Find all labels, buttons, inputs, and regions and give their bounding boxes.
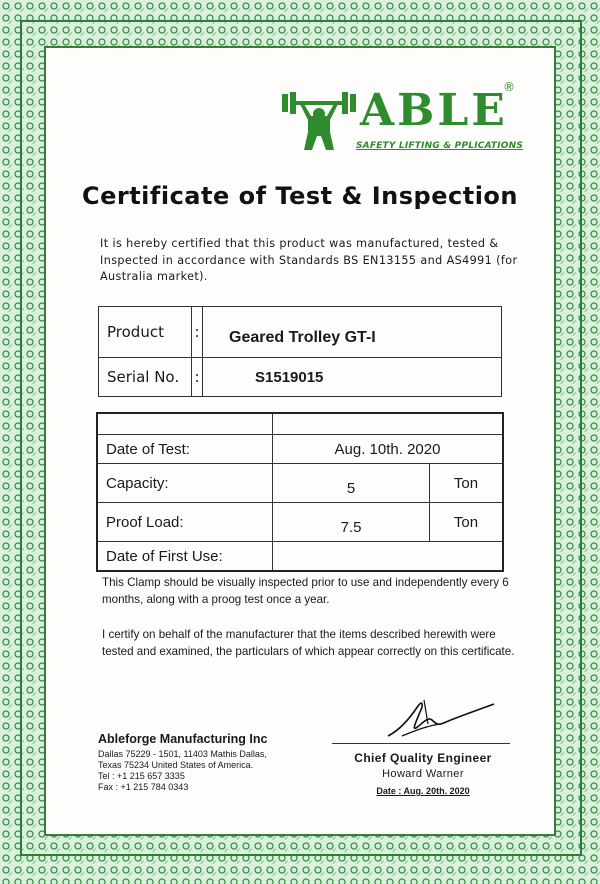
intro-text: It is hereby certified that this product was manufactured, tested & Inspected in accordance with Standards BS EN13155 and AS4991 (for Australia market). [100, 237, 518, 283]
capacity-unit: Ton [430, 464, 504, 503]
serial-value: S1519015 [203, 358, 502, 397]
proof-row [97, 503, 503, 542]
signature [382, 696, 498, 742]
signatory-name: Howard Warner [382, 768, 464, 780]
table-header-row [97, 413, 503, 435]
header-cell [97, 413, 273, 435]
inspection-note: This Clamp should be visually inspected prior to use and independently every 6 months, along with a proog test once a year. [102, 576, 509, 606]
product-table [98, 306, 502, 397]
capacity-row [97, 464, 503, 503]
company-fax: Fax : +1 215 784 0343 [98, 782, 189, 792]
proof-label: Proof Load: [97, 503, 273, 542]
page-title: Certificate of Test & Inspection [81, 182, 519, 210]
date-label: Date of Test: [97, 435, 273, 464]
product-value: Geared Trolley GT-I [203, 307, 502, 358]
signatory-date: Date : Aug. 20th. 2020 [376, 786, 470, 796]
first-use-label: Date of First Use: [97, 542, 273, 572]
company-name: Ableforge Manufacturing Inc [98, 732, 268, 746]
proof-value: 7.5 [273, 503, 430, 542]
signature-line [332, 743, 510, 744]
company-tel: Tel : +1 215 657 3335 [98, 771, 185, 781]
signatory-block [328, 751, 518, 796]
serial-row [99, 358, 502, 397]
weightlifter-icon [280, 90, 358, 152]
date-row [97, 435, 503, 464]
product-label: Product [99, 307, 192, 358]
product-row [99, 307, 502, 358]
company-address-2: Texas 75234 United States of America. [98, 760, 254, 770]
certificate-body [44, 46, 556, 836]
certify-statement: I certify on behalf of the manufacturer that the items described herewith were tested and examined, the particulars of which appear correctly on this certificate. [102, 628, 515, 658]
test-table [96, 412, 504, 572]
first-use-value [273, 542, 504, 572]
first-use-row [97, 542, 503, 572]
capacity-label: Capacity: [97, 464, 273, 503]
brand-tagline: SAFETY LIFTING & PPLICATIONS [356, 141, 524, 151]
brand-logo [280, 80, 524, 158]
proof-unit: Ton [430, 503, 504, 542]
company-address-1: Dallas 75229 - 1501, 11403 Mathis Dallas, [98, 749, 267, 759]
signatory-title: Chief Quality Engineer [354, 751, 492, 765]
capacity-value: 5 [273, 464, 430, 503]
header-cell [273, 413, 504, 435]
brand-name: ABLE [360, 85, 508, 136]
registered-mark: ® [503, 80, 515, 94]
serial-label: Serial No. [99, 358, 192, 397]
serial-colon: : [192, 358, 203, 397]
company-block [98, 732, 267, 793]
date-value: Aug. 10th. 2020 [273, 435, 504, 464]
product-colon: : [192, 307, 203, 358]
